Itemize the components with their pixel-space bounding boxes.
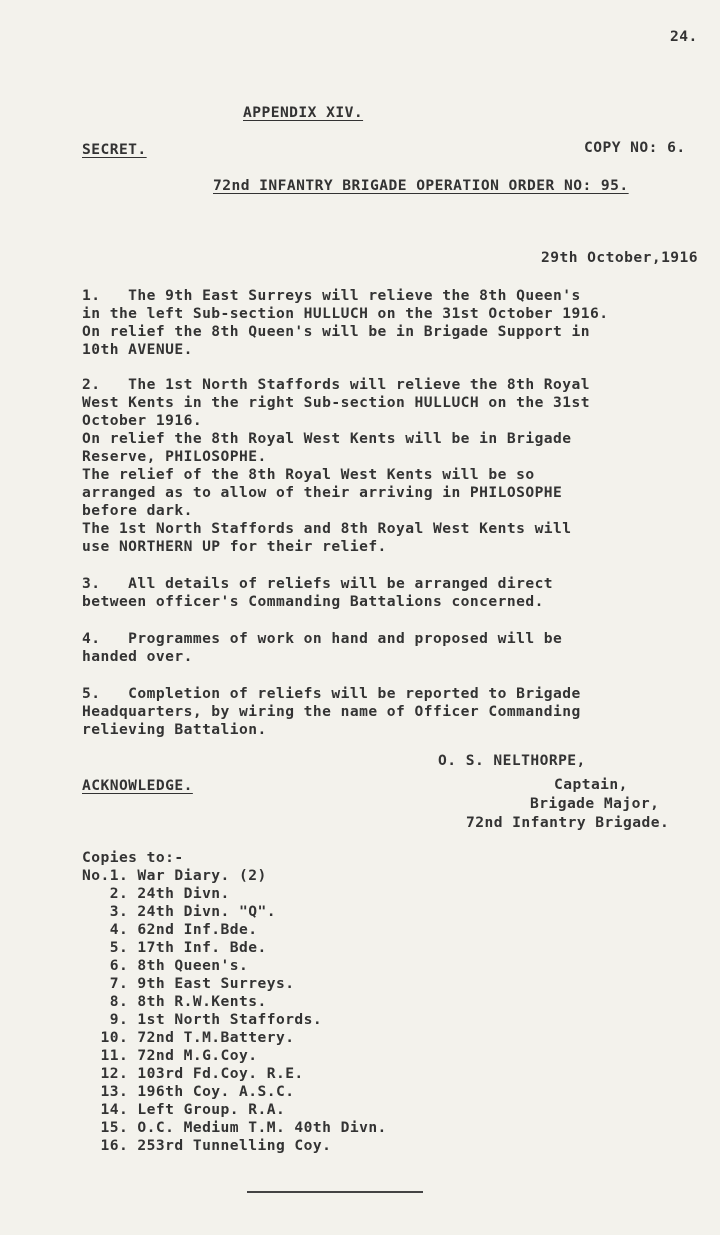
- list-item: 5. 17th Inf. Bde.: [82, 939, 267, 956]
- paragraph-line: 2. The 1st North Staffords will relieve the 8th Royal: [82, 376, 590, 393]
- list-item: 11. 72nd M.G.Coy.: [82, 1047, 258, 1064]
- paragraph-line: 5. Completion of reliefs will be reported to Brigade: [82, 685, 581, 702]
- closing-rule: [247, 1191, 423, 1193]
- list-item: 4. 62nd Inf.Bde.: [82, 921, 258, 938]
- paragraph-line: 4. Programmes of work on hand and proposed will be: [82, 630, 563, 647]
- copies-heading: Copies to:-: [82, 849, 184, 866]
- paragraph-line: 10th AVENUE.: [82, 341, 193, 358]
- paragraph-line: On relief the 8th Queen's will be in Brigade Support in: [82, 323, 590, 340]
- paragraph-line: 3. All details of reliefs will be arranged direct: [82, 575, 554, 592]
- list-item: 13. 196th Coy. A.S.C.: [82, 1083, 295, 1100]
- list-item: No.1. War Diary. (2): [82, 867, 267, 884]
- paragraph-line: in the left Sub-section HULLUCH on the 31st October 1916.: [82, 305, 609, 322]
- list-item: 10. 72nd T.M.Battery.: [82, 1029, 295, 1046]
- list-item: 16. 253rd Tunnelling Coy.: [82, 1137, 332, 1154]
- paragraph-line: handed over.: [82, 648, 193, 665]
- signature-unit: 72nd Infantry Brigade.: [466, 814, 670, 831]
- paragraph-line: The relief of the 8th Royal West Kents will be so: [82, 466, 535, 483]
- list-item: 3. 24th Divn. "Q".: [82, 903, 276, 920]
- appendix-heading: APPENDIX XIV.: [243, 104, 364, 121]
- list-item: 15. O.C. Medium T.M. 40th Divn.: [82, 1119, 387, 1136]
- list-item: 7. 9th East Surreys.: [82, 975, 295, 992]
- paragraph-line: The 1st North Staffords and 8th Royal West Kents will: [82, 520, 572, 537]
- page-number: 24.: [670, 28, 698, 45]
- signature-rank: Captain,: [554, 776, 628, 793]
- paragraph-line: West Kents in the right Sub-section HULLUCH on the 31st: [82, 394, 590, 411]
- order-title: 72nd INFANTRY BRIGADE OPERATION ORDER NO: 95.: [213, 177, 629, 194]
- paragraph-line: relieving Battalion.: [82, 721, 267, 738]
- paragraph-line: use NORTHERN UP for their relief.: [82, 538, 387, 555]
- copy-number: COPY NO: 6.: [584, 139, 686, 156]
- paragraph-line: before dark.: [82, 502, 193, 519]
- list-item: 2. 24th Divn.: [82, 885, 230, 902]
- acknowledge-label: ACKNOWLEDGE.: [82, 777, 193, 794]
- list-item: 12. 103rd Fd.Coy. R.E.: [82, 1065, 304, 1082]
- signature-appointment: Brigade Major,: [530, 795, 660, 812]
- order-date: 29th October,1916: [541, 249, 699, 266]
- list-item: 8. 8th R.W.Kents.: [82, 993, 267, 1010]
- signature-name: O. S. NELTHORPE,: [438, 752, 586, 769]
- list-item: 6. 8th Queen's.: [82, 957, 249, 974]
- list-item: 9. 1st North Staffords.: [82, 1011, 323, 1028]
- paragraph-line: On relief the 8th Royal West Kents will be in Brigade: [82, 430, 572, 447]
- paragraph-line: 1. The 9th East Surreys will relieve the 8th Queen's: [82, 287, 581, 304]
- classification-label: SECRET.: [82, 141, 147, 158]
- list-item: 14. Left Group. R.A.: [82, 1101, 286, 1118]
- paragraph-line: Reserve, PHILOSOPHE.: [82, 448, 267, 465]
- paragraph-line: between officer's Commanding Battalions concerned.: [82, 593, 544, 610]
- paragraph-line: Headquarters, by wiring the name of Officer Commanding: [82, 703, 581, 720]
- paragraph-line: arranged as to allow of their arriving in PHILOSOPHE: [82, 484, 563, 501]
- paragraph-line: October 1916.: [82, 412, 203, 429]
